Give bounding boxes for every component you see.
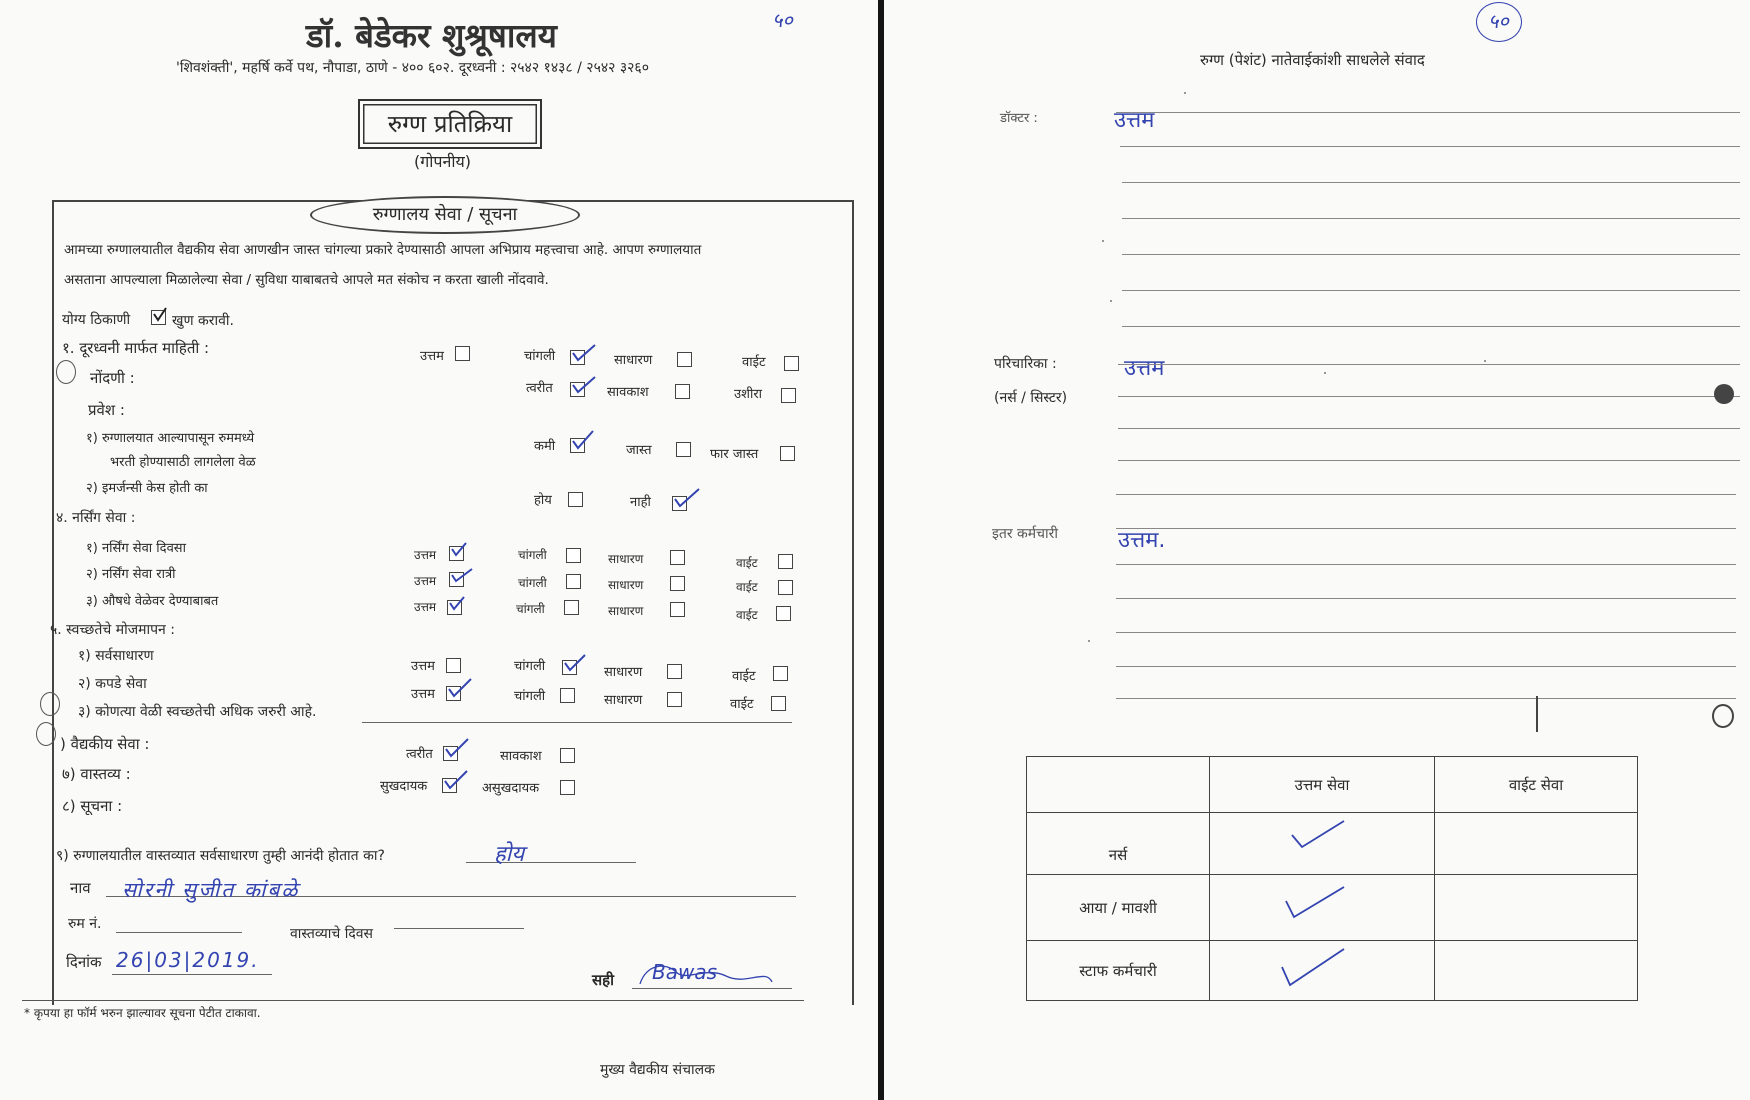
check-mark-icon (571, 345, 597, 367)
staff-feedback-table (1026, 756, 1638, 1001)
option-label: सुखदायक (380, 779, 428, 794)
page-number-annotation: ५० (1488, 9, 1509, 33)
q6-slow-checkbox[interactable] (560, 748, 575, 763)
scan-speck (1110, 300, 1112, 302)
column-header-bad: वाईट सेवा (1435, 757, 1638, 813)
question-cleanliness-time: ३) कोणत्या वेळी स्वच्छतेची अधिक जरुरी आहे. (78, 704, 317, 720)
date-field[interactable]: 26|03|2019. (116, 948, 260, 972)
date-label: दिनांक (66, 953, 102, 971)
option-label: साधारण (604, 693, 643, 708)
nurse-feedback-field[interactable]: उत्तम (1124, 356, 1165, 381)
question-phone-info: १. दूरध्वनी मार्फत माहिती : (62, 339, 210, 357)
intro-text-line-2: असताना आपल्याला मिळालेल्या सेवा / सुविधा याबाबतचे आपले मत संकोच न करता खाली नोंदवावे. (64, 272, 549, 288)
table-corner-cell (1027, 757, 1210, 813)
punch-hole (36, 722, 56, 746)
option-label: चांगली (524, 349, 556, 364)
q4-night-good-checkbox[interactable] (566, 574, 581, 589)
option-label: साधारण (608, 578, 644, 592)
option-label: उशीरा (734, 387, 763, 402)
q5-clothes-good-checkbox[interactable] (560, 688, 575, 703)
question-registration: नोंदणी : (90, 369, 135, 387)
section-banner (310, 196, 580, 234)
check-mark-icon (450, 567, 476, 589)
option-label: साधारण (608, 604, 644, 618)
option-label: वाईट (732, 669, 756, 684)
footnote: * कृपया हा फॉर्म भरुन झाल्यावर सूचना पेटीत टाकावा. (24, 1006, 261, 1020)
question-admission-time-line2: भरती होण्यासाठी लागलेला वेळ (110, 455, 256, 470)
form-title-box (358, 99, 542, 149)
question-suggestions: ८) सूचना : (62, 797, 123, 815)
option-label: होय (534, 493, 552, 508)
q3-emergency-yes-checkbox[interactable] (568, 492, 583, 507)
q4-medicine-average-checkbox[interactable] (670, 602, 685, 617)
q2-quick-checkbox[interactable] (570, 382, 585, 397)
question-cleanliness-general: १) सर्वसाधारण (78, 648, 154, 664)
option-label: उत्तम (420, 349, 444, 364)
instruction-prefix: योग्य ठिकाणी (62, 312, 131, 328)
date-line (112, 974, 272, 975)
communication-page (884, 0, 1750, 1100)
option-label: चांगली (518, 576, 547, 590)
q4-night-bad-checkbox[interactable] (778, 580, 793, 595)
q5-general-average-checkbox[interactable] (667, 664, 682, 679)
punch-hole (40, 692, 60, 716)
scan-speck (1484, 360, 1486, 362)
question-emergency: २) इमर्जन्सी केस होती का (86, 481, 208, 496)
punch-hole (1712, 704, 1734, 728)
check-mark-icon (444, 741, 470, 763)
room-field[interactable] (116, 932, 242, 933)
option-label: साधारण (608, 552, 644, 566)
section-banner-text: रुग्णालय सेवा / सूचना (372, 204, 518, 225)
page-number-annotation: ५० (772, 8, 793, 32)
answer-line (466, 862, 636, 863)
q5-general-good-checkbox[interactable] (562, 660, 577, 675)
stay-days-label: वास्तव्याचे दिवस (290, 926, 374, 942)
question-cleanliness: ५. स्वच्छतेचे मोजमापन : (50, 622, 175, 638)
question-cleanliness-clothes: २) कपडे सेवा (78, 676, 147, 692)
confidential-label: (गोपनीय) (414, 152, 472, 171)
hospital-name: डॉ. बेडेकर शुश्रूषालय (306, 16, 557, 55)
staff-bad-cell[interactable] (1435, 941, 1638, 1001)
question-happy-stay: ९) रुग्णालयातील वास्तव्यात सर्वसाधारण तुम्ही आनंदी होतात का? (56, 848, 385, 864)
option-label: वाईट (736, 580, 758, 594)
option-label: उत्तम (411, 687, 435, 702)
q5-clothes-bad-checkbox[interactable] (771, 696, 786, 711)
pen-mark (1536, 696, 1538, 732)
check-mark-icon (450, 541, 476, 563)
table-row (1027, 941, 1638, 1001)
instruction-suffix: खुण करावी. (172, 313, 234, 329)
name-label: नाव (70, 879, 91, 897)
stay-days-field[interactable] (394, 928, 524, 929)
staff-good-cell[interactable] (1210, 941, 1435, 1001)
nurse-good-cell[interactable] (1210, 813, 1435, 875)
scan-speck (1324, 372, 1326, 374)
q5-clothes-average-checkbox[interactable] (667, 692, 682, 707)
q5-clothes-excellent-checkbox[interactable] (446, 686, 461, 701)
question-stay: ७) वास्तव्य : (62, 765, 131, 783)
patient-name-field[interactable]: सोरनी सुजीत कांबळे (122, 878, 300, 902)
question-admission: प्रवेश : (88, 401, 125, 419)
form-bottom-line (22, 1000, 804, 1001)
q7-uncomfortable-checkbox[interactable] (560, 780, 575, 795)
q4-medicine-good-checkbox[interactable] (564, 600, 579, 615)
question-nursing-night: २) नर्सिंग सेवा रात्री (86, 567, 176, 582)
doctor-label: डॉक्टर : (1000, 111, 1038, 126)
q2-late-checkbox[interactable] (781, 388, 796, 403)
q1-average-checkbox[interactable] (677, 352, 692, 367)
check-mark-icon (571, 433, 597, 455)
option-label: नाही (630, 495, 651, 510)
q3-more-checkbox[interactable] (676, 442, 691, 457)
option-label: त्वरीत (526, 381, 553, 396)
option-label: उत्तम (414, 600, 437, 614)
q4-day-excellent-checkbox[interactable] (449, 546, 464, 561)
column-header-good: उत्तम सेवा (1210, 757, 1435, 813)
doctor-feedback-field[interactable]: उत्तम (1114, 108, 1155, 133)
nurse-bad-cell[interactable] (1435, 813, 1638, 875)
table-row (1027, 875, 1638, 941)
question-admission-time-line1: १) रुग्णालयात आल्यापासून रुममध्ये (86, 431, 255, 446)
happy-stay-answer[interactable]: होय (494, 842, 525, 867)
q3-less-checkbox[interactable] (570, 438, 585, 453)
option-label: उत्तम (414, 574, 437, 588)
signature-label: सही (592, 971, 614, 989)
row-label-maid: आया / मावशी (1027, 875, 1210, 941)
option-label: असुखदायक (482, 781, 540, 796)
option-label: उत्तम (414, 548, 437, 562)
check-mark-icon (447, 681, 473, 703)
option-label: फार जास्त (710, 447, 759, 462)
option-label: चांगली (516, 602, 545, 616)
scan-speck (1184, 92, 1186, 94)
other-staff-feedback-field[interactable]: उत्तम. (1118, 528, 1166, 553)
intro-text-line-1: आमच्या रुग्णालयातील वैद्यकीय सेवा आणखीन जास्त चांगल्या प्रकारे देण्यासाठी आपला अभिप्राय महत्त्वाचा आहे. आपण रुग्णालयात (64, 242, 702, 258)
check-mark-icon (571, 377, 597, 399)
option-label: साधारण (604, 665, 643, 680)
scan-speck (1088, 640, 1090, 642)
question-medicine-on-time: ३) औषधे वेळेवर देण्याबाबत (86, 594, 219, 609)
row-label-nurse: नर्स (1027, 813, 1210, 875)
q7-comfortable-checkbox[interactable] (442, 778, 457, 793)
hospital-address: 'शिवशंक्ती', महर्षि कर्वे पथ, नौपाडा, ठाणे - ४०० ६०२. दूरध्वनी : २५४२ १४३८ / २५४२ ३२६० (176, 60, 649, 76)
option-label: उत्तम (411, 659, 435, 674)
room-label: रुम नं. (68, 916, 102, 932)
check-mark-icon (443, 773, 469, 795)
binder-dot (1714, 384, 1734, 404)
form-title: रुग्ण प्रतिक्रिया (387, 110, 513, 138)
option-label: साधारण (614, 353, 653, 368)
q3-too-much-checkbox[interactable] (780, 446, 795, 461)
q1-good-checkbox[interactable] (570, 350, 585, 365)
maid-bad-cell[interactable] (1435, 875, 1638, 941)
q2-slow-checkbox[interactable] (675, 384, 690, 399)
option-label: चांगली (514, 689, 546, 704)
check-mark-icon (1288, 817, 1348, 853)
check-mark-icon (563, 655, 589, 677)
row-label-staff: स्टाफ कर्मचारी (1027, 941, 1210, 1001)
other-staff-label: इतर कर्मचारी (992, 526, 1059, 542)
q4-night-average-checkbox[interactable] (670, 576, 685, 591)
q4-day-good-checkbox[interactable] (566, 548, 581, 563)
maid-good-cell[interactable] (1210, 875, 1435, 941)
check-mark-icon (1278, 945, 1348, 991)
nurse-sublabel: (नर्स / सिस्टर) (994, 390, 1068, 406)
q4-night-excellent-checkbox[interactable] (449, 572, 464, 587)
answer-line (362, 722, 792, 723)
q4-medicine-bad-checkbox[interactable] (776, 606, 791, 621)
option-label: सावकाश (500, 749, 542, 764)
option-label: जास्त (626, 443, 652, 458)
instruction-sample-checkbox (151, 310, 166, 325)
option-label: त्वरीत (406, 747, 433, 762)
chief-medical-director: मुख्य वैद्यकीय संचालक (600, 1062, 715, 1078)
check-mark-icon (448, 595, 474, 617)
q4-day-bad-checkbox[interactable] (778, 554, 793, 569)
q5-general-excellent-checkbox[interactable] (446, 658, 461, 673)
signature-field[interactable]: Bawas (652, 960, 718, 984)
scan-speck (1102, 240, 1104, 242)
check-mark-icon (1282, 883, 1348, 923)
option-label: वाईट (742, 355, 766, 370)
option-label: चांगली (518, 548, 547, 562)
check-mark-icon (673, 491, 699, 513)
q3-emergency-no-checkbox[interactable] (672, 496, 687, 511)
nurse-label: परिचारिका : (994, 356, 1057, 372)
q4-medicine-excellent-checkbox[interactable] (447, 600, 462, 615)
question-nursing: ४. नर्सिंग सेवा : (56, 510, 136, 526)
q1-bad-checkbox[interactable] (784, 356, 799, 371)
table-row (1027, 813, 1638, 875)
question-medical-service: ) वैद्यकीय सेवा : (60, 735, 150, 753)
table-header-row (1027, 757, 1638, 813)
page-heading: रुग्ण (पेशंट) नातेवाईकांशी साधलेले संवाद (1200, 51, 1425, 69)
q5-general-bad-checkbox[interactable] (773, 666, 788, 681)
q4-day-average-checkbox[interactable] (670, 550, 685, 565)
q6-quick-checkbox[interactable] (443, 746, 458, 761)
question-nursing-day: १) नर्सिंग सेवा दिवसा (86, 541, 186, 556)
option-label: सावकाश (607, 385, 649, 400)
option-label: कमी (534, 439, 556, 454)
punch-hole (56, 360, 76, 384)
option-label: वाईट (730, 697, 754, 712)
signature-scribble-icon (636, 958, 776, 994)
option-label: चांगली (514, 659, 546, 674)
option-label: वाईट (736, 608, 758, 622)
option-label: वाईट (736, 556, 758, 570)
q1-excellent-checkbox[interactable] (455, 346, 470, 361)
